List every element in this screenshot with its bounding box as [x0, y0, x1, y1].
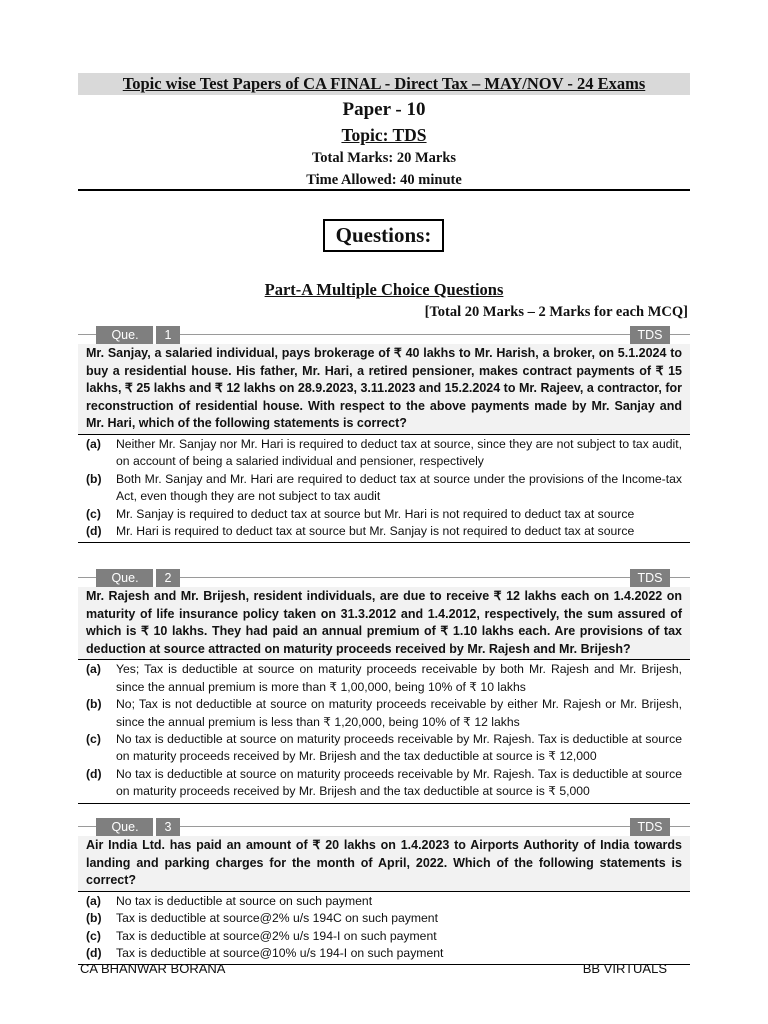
option-text: No tax is deductible at source on maturity proceeds receivable by Mr. Rajesh. Tax is deductible at source on maturity proceeds received by Mr. Brijesh and the tax deductible at source is ₹ 5,000 — [116, 766, 682, 799]
question-text: Air India Ltd. has paid an amount of ₹ 20 lakhs on 1.4.2023 to Airports Authority of India towards landing and parking charges for the month of April, 2022. Which of the following statements is correct? — [78, 836, 690, 892]
question-number: 1 — [153, 326, 180, 344]
question-text: Mr. Sanjay, a salaried individual, pays brokerage of ₹ 40 lakhs to Mr. Harish, a broker, on 5.1.2024 to buy a residential house. His father, Mr. Hari, a retired pensioner, makes contract payments of ₹ 15 lakhs, ₹ 25 lakhs and ₹ 12 lakhs on 28.9.2023, 3.11.2023 and 15.2.2024 to Mr. Rajeev, a contractor, for reconstruction of residential house. With respect to the above payments made by Mr. Sanjay and Mr. Hari, which of the following statements is correct? — [78, 344, 690, 435]
option-c — [78, 731, 690, 766]
options-list — [78, 660, 690, 800]
option-label: (a) — [86, 436, 101, 451]
footer-author: CA BHANWAR BORANA — [80, 961, 226, 976]
option-label: (b) — [86, 911, 102, 926]
option-text: Neither Mr. Sanjay nor Mr. Hari is required to deduct tax at source, since they are not subject to tax audit, on account of being a salaried individual and pensioner, respectively — [116, 436, 682, 469]
question-text: Mr. Rajesh and Mr. Brijesh, resident individuals, are due to receive ₹ 12 lakhs each on 1.4.2022 on maturity of life insurance policy taken on 31.3.2012 and 1.4.2012, respectively, the sum assured of which is ₹ 10 lakhs. They had paid an annual premium of ₹ 1.10 lakhs each. Are provisions of tax deduction at source attracted on maturity proceeds received by Mr. Rajesh and Mr. Brijesh? — [78, 587, 690, 660]
topic-tag: TDS — [630, 569, 670, 587]
option-text: Tax is deductible at source@10% u/s 194-I on such payment — [116, 946, 444, 960]
topic-title: Topic: TDS — [341, 125, 427, 145]
question-end-rule — [78, 542, 690, 543]
paper-series-title: Topic wise Test Papers of CA FINAL - Direct Tax – MAY/NOV - 24 Exams — [78, 73, 690, 95]
option-label: (a) — [86, 662, 101, 677]
option-d — [78, 766, 690, 801]
option-c — [78, 506, 690, 523]
total-marks: Total Marks: 20 Marks — [311, 150, 457, 166]
question-number: 2 — [153, 569, 180, 587]
time-allowed: Time Allowed: 40 minute — [306, 172, 462, 188]
option-text: Tax is deductible at source@2% u/s 194-I on such payment — [116, 928, 437, 943]
option-label: (c) — [86, 928, 101, 943]
option-b — [78, 696, 690, 731]
questions-heading: Questions: — [323, 219, 444, 252]
option-label: (c) — [86, 506, 101, 521]
option-text: Mr. Hari is required to deduct tax at source but Mr. Sanjay is not required to deduct tax at source — [116, 524, 635, 538]
options-list — [78, 435, 690, 540]
header-divider — [78, 189, 690, 191]
options-list — [78, 892, 690, 963]
option-d — [78, 945, 690, 962]
question-header-bar — [78, 569, 690, 587]
question-header-bar — [78, 326, 690, 344]
option-label: (d) — [86, 946, 102, 960]
option-text: No; Tax is not deductible at source on maturity proceeds receivable by either Mr. Rajesh or Mr. Brijesh, since the annual premium is less than ₹ 1,20,000, being 10% of ₹ 12 lakhs — [116, 697, 682, 729]
question-number: 3 — [153, 818, 180, 836]
option-b — [78, 910, 690, 927]
topic-tag: TDS — [630, 818, 670, 836]
option-text: No tax is deductible at source on such payment — [116, 893, 373, 908]
que-label: Que. — [96, 818, 154, 836]
option-a — [78, 436, 690, 471]
part-a-title: Part-A Multiple Choice Questions — [264, 280, 504, 299]
option-label: (b) — [86, 471, 102, 486]
option-label: (b) — [86, 697, 102, 712]
paper-number: Paper - 10 — [342, 99, 426, 120]
option-c — [78, 928, 690, 945]
option-label: (d) — [86, 524, 102, 538]
option-text: No tax is deductible at source on maturity proceeds receivable by Mr. Rajesh. Tax is deductible at source on maturity proceeds received by Mr. Brijesh and the tax deductible at source is ₹ 12,000 — [116, 732, 682, 764]
option-d — [78, 523, 690, 540]
option-a — [78, 893, 690, 910]
option-label: (c) — [86, 732, 101, 746]
question-1 — [78, 326, 690, 543]
question-header-bar — [78, 818, 690, 836]
que-label: Que. — [96, 326, 154, 344]
que-label: Que. — [96, 569, 154, 587]
footer-brand: BB VIRTUALS — [582, 961, 667, 976]
option-a — [78, 661, 690, 696]
marks-note: [Total 20 Marks – 2 Marks for each MCQ] — [424, 304, 688, 320]
question-end-rule — [78, 803, 690, 804]
question-3 — [78, 818, 690, 965]
option-label: (d) — [86, 766, 102, 781]
option-text: Both Mr. Sanjay and Mr. Hari are required to deduct tax at source under the provisions of the Income-tax Act, even though they are not subject to tax audit — [116, 471, 682, 504]
option-text: Yes; Tax is deductible at source on maturity proceeds receivable by both Mr. Rajesh and Mr. Brijesh, since the annual premium is more than ₹ 1,00,000, being 10% of ₹ 10 lakhs — [116, 662, 682, 694]
topic-tag: TDS — [630, 326, 670, 344]
option-text: Mr. Sanjay is required to deduct tax at source but Mr. Hari is not required to deduct tax at source — [116, 506, 635, 521]
option-b — [78, 471, 690, 506]
option-label: (a) — [86, 893, 101, 908]
option-text: Tax is deductible at source@2% u/s 194C on such payment — [116, 911, 438, 926]
question-2 — [78, 569, 690, 804]
